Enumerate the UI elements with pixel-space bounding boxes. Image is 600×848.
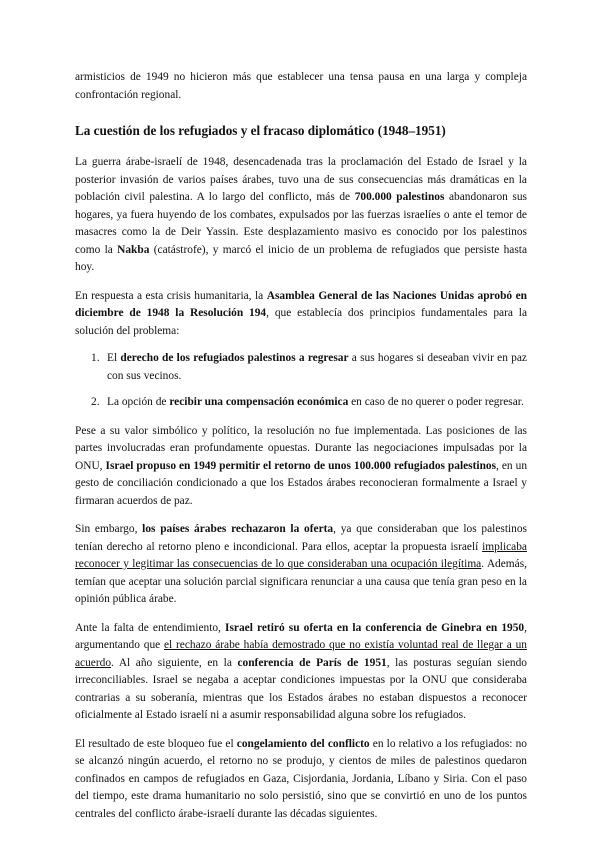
- paragraph-5: [75, 620, 527, 725]
- p6-text-2: en lo relativo a los refugiados: no se alcanzó ningún acuerdo, el retorno no se produjo, y cientos de miles de palestinos quedaron confinados en campos de refugiados en Gaza, Cisjordania, Jordania, Líbano y Siria. Con el paso del tiempo, este drama humanitario no solo persistió, sino que se convirtió en uno de los puntos centrales del conflicto árabe-israelí durante las décadas siguientes.: [75, 737, 527, 820]
- p4-underline-1: implicaba reconocer y legitimar las consecuencias de lo que consideraban una ocupación ilegítima: [75, 540, 527, 570]
- p5-text-3: . Al año siguiente, en la: [111, 656, 238, 669]
- p2-text-2: , que establecía dos principios fundamentales para la solución del problema:: [75, 307, 528, 337]
- list-bold: recibir una compensación económica: [169, 396, 349, 408]
- p1-text-2: abandonaron sus hogares, ya fuera huyendo de los combates, expulsados por las fuerzas israelíes o ante el temor de masacres como la de Deir Yassin. Este desplazamiento masivo es conocido por los palestinos como la: [75, 191, 527, 256]
- list-text-1: El: [107, 352, 121, 364]
- paragraph-6: [75, 736, 527, 824]
- p4-bold-1: los países árabes rechazaron la oferta: [142, 523, 334, 535]
- p5-text-2: , argumentando que: [75, 621, 527, 651]
- p1-bold-2: Nakba: [117, 243, 150, 256]
- p1-text-1: La guerra árabe-israelí de 1948, desencadenada tras la proclamación del Estado de Israel y la posterior invasión de varios países árabes, tuvo una de sus consecuencias más dramáticas en la población civil palestina. A lo largo del conflicto, más de: [75, 156, 527, 203]
- list-number: 1.: [91, 352, 100, 364]
- p5-bold-1: Israel retiró su oferta en la conferencia de Ginebra en 1950: [225, 621, 525, 634]
- p1-text-3: (catástrofe), y marcó el inicio de un problema de refugiados que persiste hasta hoy.: [75, 243, 527, 273]
- intro-paragraph: [75, 69, 527, 104]
- p4-text-2: , ya que consideraban que los palestinos tenían derecho al retorno pleno e incondicional. Para ellos, aceptar la propuesta israelí: [75, 523, 527, 553]
- p2-text-1: En respuesta a esta crisis humanitaria, la: [75, 289, 267, 302]
- p3-text-2: , en un gesto de conciliación condicionado a que los Estados árabes reconocieran formalmente a Israel y firmaran acuerdos de paz.: [75, 459, 528, 507]
- paragraph-1: [75, 154, 527, 277]
- list-bold: derecho de los refugiados palestinos a regresar: [120, 352, 349, 364]
- p3-bold-1: Israel propuso en 1949 permitir el retorno de unos 100.000 refugiados palestinos: [105, 459, 497, 472]
- p6-bold-1: congelamiento del conflicto: [236, 737, 370, 750]
- paragraph-4: [75, 521, 527, 609]
- list-text-1: La opción de: [107, 396, 170, 408]
- list-text-2: en caso de no querer o poder regresar.: [348, 396, 524, 408]
- document-page: [75, 69, 527, 823]
- list-text-2: a sus hogares si deseaban vivir en paz con sus vecinos.: [107, 352, 527, 382]
- p4-text-1: Sin embargo,: [75, 523, 143, 535]
- p2-bold-1: Asamblea General de las Naciones Unidas aprobó en diciembre de 1948 la Resolución 194: [75, 289, 527, 319]
- paragraph-2: [75, 288, 527, 341]
- p5-text-1: Ante la falta de entendimiento,: [75, 621, 226, 634]
- paragraph-3: [75, 423, 527, 511]
- list-item: [75, 350, 527, 385]
- p5-text-4: , las posturas seguían siendo irreconciliables. Israel se negaba a aceptar condiciones impuestas por la ONU que consideraba contrarias a su soberanía, mientras que los Estados árabes no estaban dispuestos a reconocer oficialmente al Estado israelí ni a asumir responsabilidad alguna sobre los refugiados.: [75, 656, 527, 721]
- p6-text-1: El resultado de este bloqueo fue el: [75, 737, 237, 750]
- list-number: 2.: [91, 396, 100, 408]
- p3-text-1: Pese a su valor simbólico y político, la resolución no fue implementada. Las posiciones de las partes involucradas eran profundamente opuestas. Durante las negociaciones impulsadas por la ONU,: [75, 424, 527, 472]
- intro-text: armisticios de 1949 no hicieron más que establecer una tensa pausa en una larga y compleja confrontación regional.: [75, 71, 527, 101]
- numbered-list: [75, 350, 527, 412]
- p4-text-3: . Además, temían que aceptar una solución parcial significara renunciar a una causa que tenía gran peso en la opinión pública árabe.: [75, 558, 527, 605]
- p5-underline-1: el rechazo árabe había demostrado que no existía voluntad real de llegar a un acuerdo: [75, 639, 527, 669]
- p5-bold-2: conferencia de París de 1951: [237, 656, 387, 669]
- list-item: [75, 394, 527, 412]
- p1-bold-1: 700.000 palestinos: [354, 191, 445, 203]
- section-heading: La cuestión de los refugiados y el fracaso diplomático (1948–1951): [75, 123, 446, 138]
